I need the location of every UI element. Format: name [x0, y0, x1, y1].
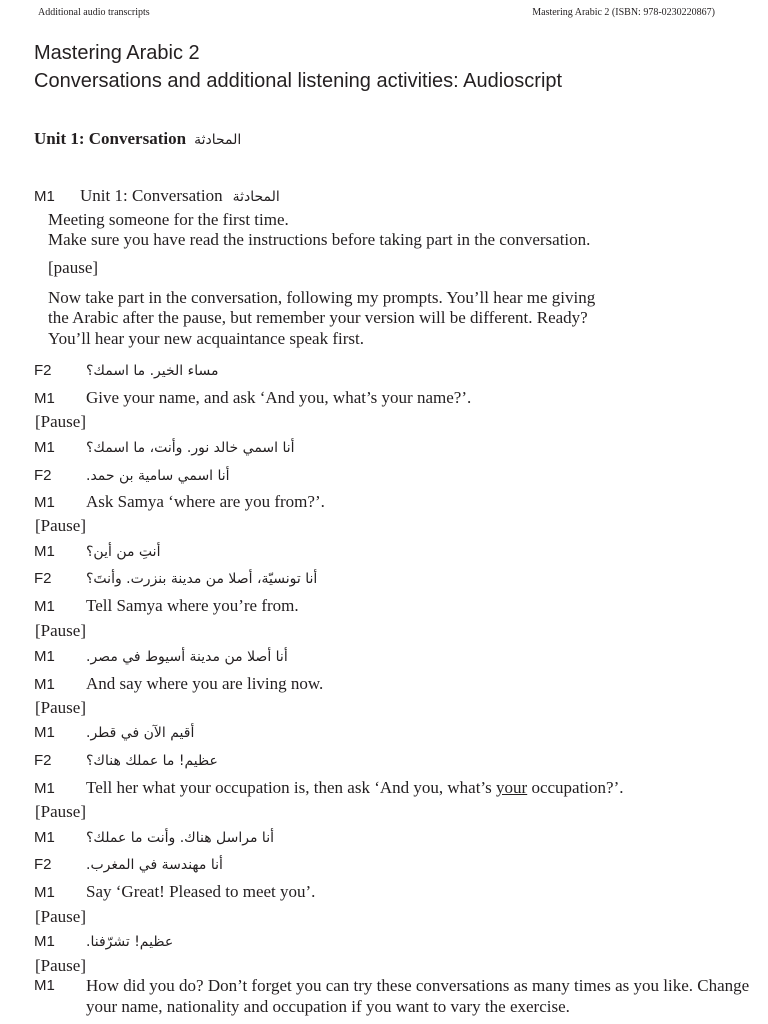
dialogue-line — [34, 361, 748, 383]
prompt-text: Tell Samya where you’re from. — [86, 596, 299, 615]
arabic-text: أنا اسمي خالد نور. وأنت، ما اسمك؟ — [86, 440, 295, 456]
arabic-text: أنا مراسل هناك. وأنت ما عملك؟ — [86, 830, 274, 846]
speaker-label: M1 — [34, 977, 55, 994]
speaker-label: F2 — [34, 362, 52, 379]
emphasis-your: your — [496, 778, 528, 797]
speaker-label: M1 — [34, 884, 55, 901]
intro-paragraph-2: Now take part in the conversation, following my prompts. You’ll hear me giving the Arabic after the pause, but remember your version will be different. Ready? You’ll hear your new acquaintance speak first. — [48, 288, 596, 348]
speaker-label: M1 — [34, 494, 55, 511]
speaker-label: M1 — [34, 933, 55, 950]
speaker-label: M1 — [34, 676, 55, 693]
dialogue-line — [34, 932, 748, 954]
closing-text: How did you do? Don’t forget you can try these conversations as many times as you like. Change your name, nationality and occupation if you want to vary the exercise. — [86, 976, 750, 1016]
arabic-text: عظيم! تشرّفنا. — [86, 934, 174, 950]
arabic-text: أنتِ من أين؟ — [86, 544, 161, 560]
running-header-left: Additional audio transcripts — [38, 7, 150, 18]
prompt-text: And say where you are living now. — [86, 674, 324, 693]
document-title: Conversations and additional listening activities: Audioscript — [34, 70, 563, 92]
speaker-label: M1 — [34, 829, 55, 846]
intro-arabic: المحادثة — [232, 189, 280, 205]
speaker-label: F2 — [34, 570, 52, 587]
prompt-text: Say ‘Great! Pleased to meet you’. — [86, 882, 316, 901]
dialogue-line — [34, 723, 748, 745]
dialogue-line — [34, 674, 748, 696]
speaker-label: M1 — [34, 648, 55, 665]
arabic-text: أنا اسمي سامية بن حمد. — [86, 468, 230, 484]
speaker-label: M1 — [34, 188, 55, 205]
speaker-label: M1 — [34, 598, 55, 615]
dialogue-line — [34, 882, 748, 904]
running-header-right: Mastering Arabic 2 (ISBN: 978-0230220867) — [532, 7, 715, 18]
arabic-text: أقيم الآن في قطر. — [86, 725, 195, 741]
dialogue-line — [34, 855, 748, 877]
dialogue-line — [34, 647, 748, 669]
pause-marker: [Pause] — [35, 907, 86, 926]
dialogue-line — [34, 492, 748, 514]
speaker-label: M1 — [34, 780, 55, 797]
pause-marker: [Pause] — [35, 956, 86, 975]
speaker-label: M1 — [34, 543, 55, 560]
speaker-label: F2 — [34, 752, 52, 769]
arabic-text: عظيم! ما عملك هناك؟ — [86, 753, 218, 769]
dialogue-line — [34, 778, 748, 800]
dialogue-line — [34, 388, 748, 410]
intro-line — [34, 186, 748, 208]
dialogue-line — [34, 596, 748, 618]
unit-heading-text: Unit 1: Conversation — [34, 129, 187, 148]
arabic-text: أنا مهندسة في المغرب. — [86, 857, 223, 873]
book-title: Mastering Arabic 2 — [34, 42, 200, 64]
prompt-text: Give your name, and ask ‘And you, what’s your name?’. — [86, 388, 472, 407]
intro-title: Unit 1: Conversation — [80, 186, 223, 205]
pause-marker: [Pause] — [35, 802, 86, 821]
dialogue-line — [34, 828, 748, 850]
arabic-text: أنا تونسيّة، أصلا من مدينة بنزرت. وأنتَ؟ — [86, 571, 318, 587]
dialogue-line — [34, 751, 748, 773]
dialogue-line — [34, 438, 748, 460]
unit-heading — [34, 129, 241, 149]
prompt-text: Tell her what your occupation is, then ask ‘And you, what’s your occupation?’. — [86, 778, 624, 797]
speaker-label: F2 — [34, 856, 52, 873]
unit-heading-arabic: المحادثة — [194, 132, 242, 148]
speaker-label: M1 — [34, 390, 55, 407]
pause-marker: [Pause] — [35, 621, 86, 640]
speaker-label: M1 — [34, 439, 55, 456]
pause-marker: [Pause] — [35, 412, 86, 431]
dialogue-line — [34, 466, 748, 488]
arabic-text: أنا أصلا من مدينة أسيوط في مصر. — [86, 649, 288, 665]
speaker-label: M1 — [34, 724, 55, 741]
pause-marker: [Pause] — [35, 698, 86, 717]
prompt-text: Ask Samya ‘where are you from?’. — [86, 492, 325, 511]
dialogue-line — [34, 542, 748, 564]
dialogue-line — [34, 569, 748, 591]
speaker-label: F2 — [34, 467, 52, 484]
closing-line — [34, 975, 754, 1017]
pause-marker: [Pause] — [35, 516, 86, 535]
intro-paragraph-1: Meeting someone for the first time. Make sure you have read the instructions before taking part in the conversation. — [48, 210, 591, 250]
intro-pause: [pause] — [48, 258, 99, 277]
arabic-text: مساء الخير. ما اسمك؟ — [86, 363, 219, 379]
